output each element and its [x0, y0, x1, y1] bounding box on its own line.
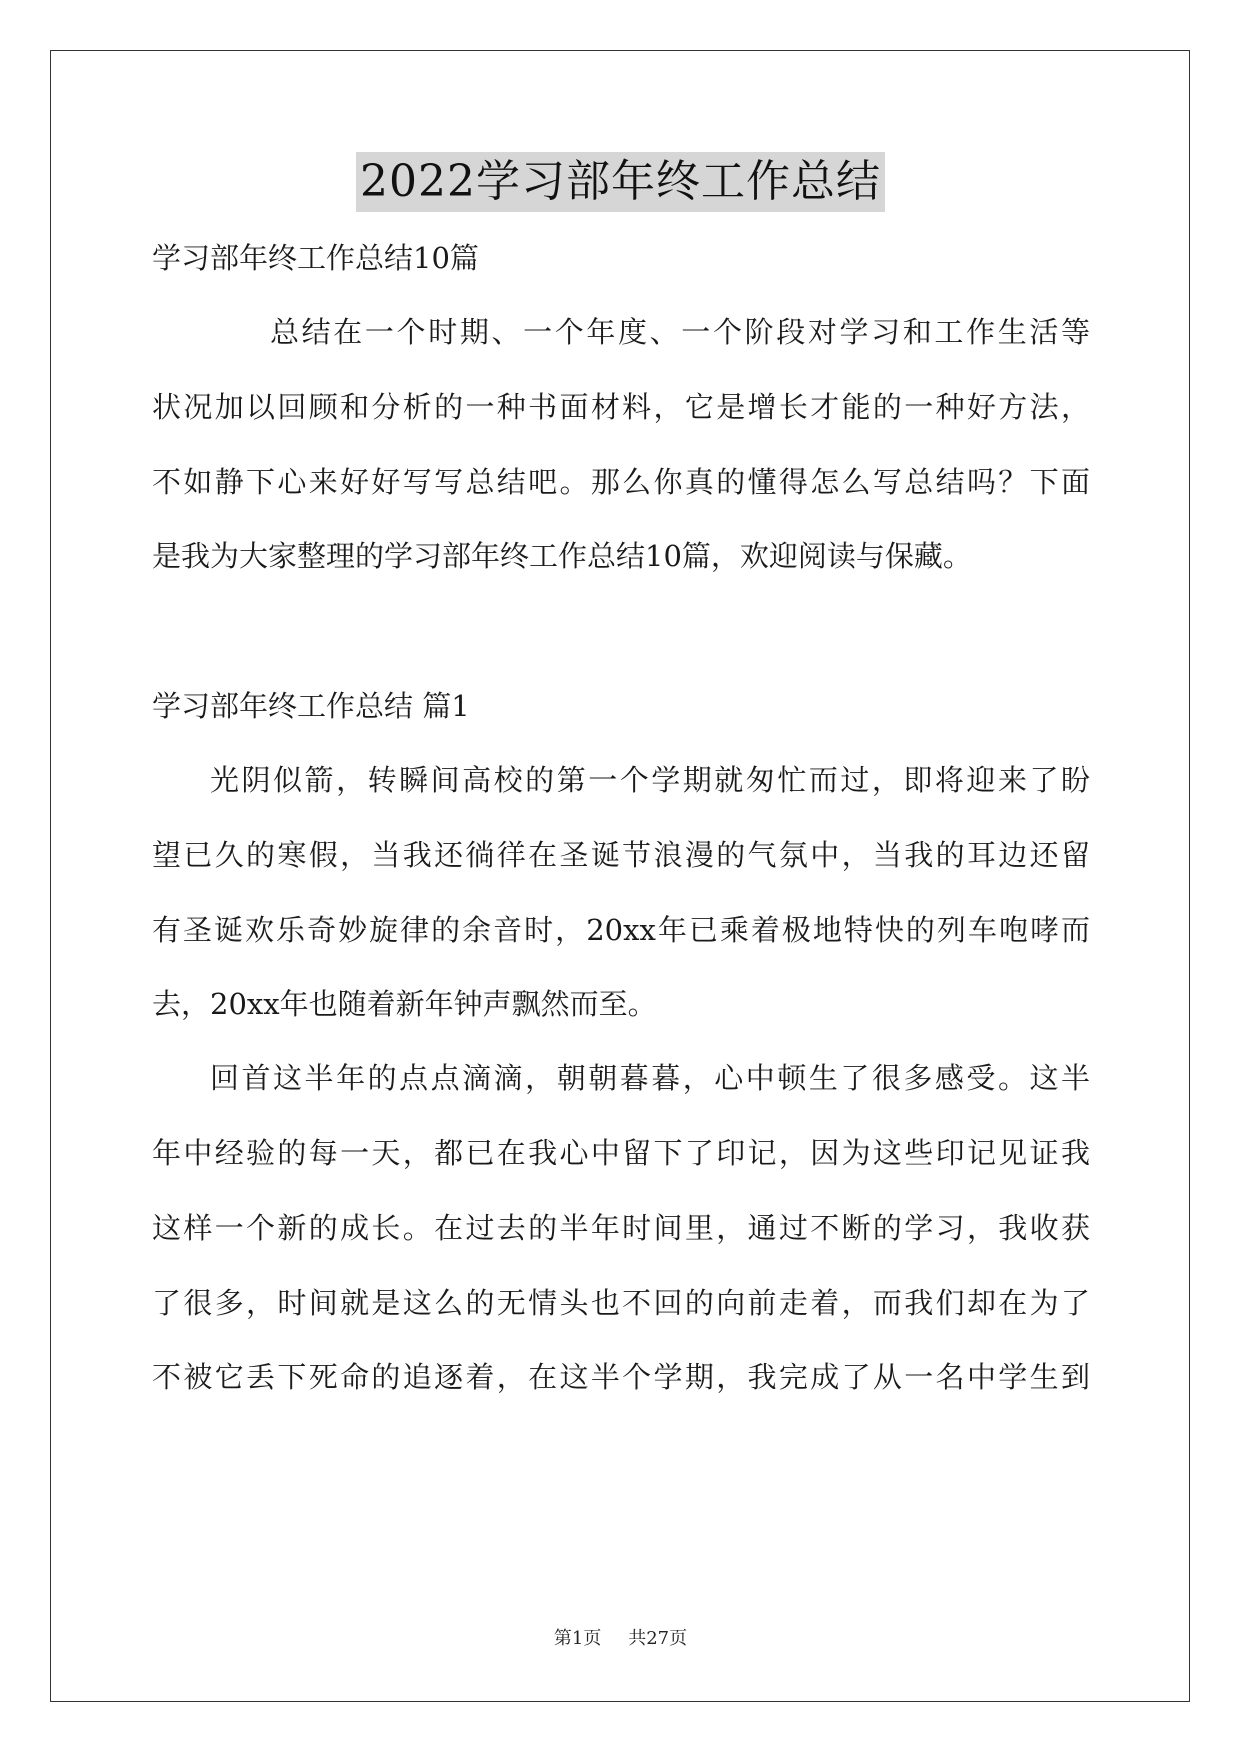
paragraph-line: 回首这半年的点点滴滴，朝朝暮暮，心中顿生了很多感受。这半 [210, 1061, 1090, 1095]
intro-line: 状况加以回顾和分析的一种书面材料，它是增长才能的一种好方法， [152, 390, 1090, 424]
page-number: 第1页 [553, 1628, 602, 1649]
document-subtitle: 学习部年终工作总结10篇 [152, 241, 479, 275]
page-border [50, 50, 1190, 1702]
paragraph-line: 光阴似箭，转瞬间高校的第一个学期就匆忙而过，即将迎来了盼 [210, 763, 1090, 797]
paragraph-line: 去，20xx年也随着新年钟声飘然而至。 [152, 987, 657, 1021]
paragraph-line: 望已久的寒假，当我还徜徉在圣诞节浪漫的气氛中，当我的耳边还留 [152, 838, 1090, 872]
paragraph-line: 这样一个新的成长。在过去的半年时间里，通过不断的学习，我收获 [152, 1211, 1090, 1245]
title-container [0, 152, 1241, 212]
paragraph-line: 不被它丢下死命的追逐着，在这半个学期，我完成了从一名中学生到 [152, 1360, 1090, 1394]
document-title: 2022学习部年终工作总结 [356, 152, 885, 212]
paragraph-line: 有圣诞欢乐奇妙旋律的余音时，20xx年已乘着极地特快的列车咆哮而 [152, 913, 1090, 947]
page-footer [0, 1627, 1241, 1651]
page-total: 共27页 [628, 1628, 688, 1649]
section-heading: 学习部年终工作总结 篇1 [152, 689, 470, 723]
intro-line: 是我为大家整理的学习部年终工作总结10篇，欢迎阅读与保藏。 [152, 539, 972, 573]
paragraph-line: 了很多，时间就是这么的无情头也不回的向前走着，而我们却在为了 [152, 1286, 1090, 1320]
paragraph-line: 年中经验的每一天，都已在我心中留下了印记，因为这些印记见证我 [152, 1136, 1090, 1170]
intro-line: 不如静下心来好好写写总结吧。那么你真的懂得怎么写总结吗？下面 [152, 465, 1090, 499]
intro-line: 总结在一个时期、一个年度、一个阶段对学习和工作生活等 [270, 315, 1090, 349]
